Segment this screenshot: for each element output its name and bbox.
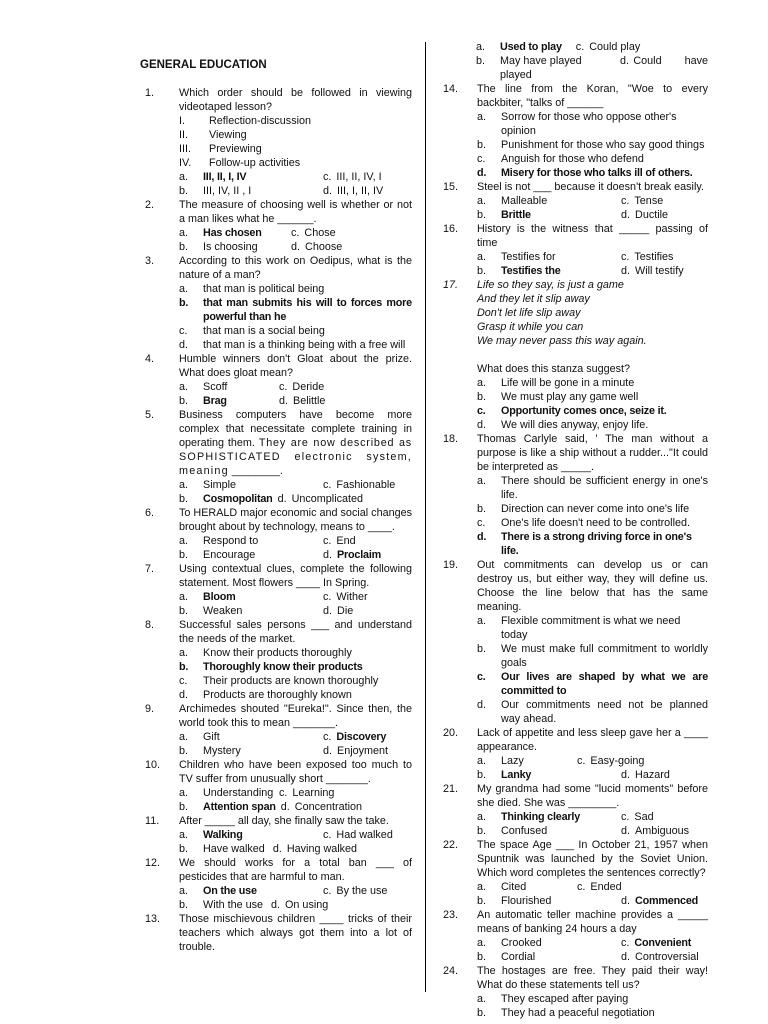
question-10 bbox=[140, 758, 412, 814]
choice-row: b. Have walked d. Having walked bbox=[179, 843, 358, 855]
question-number: 21. bbox=[443, 783, 459, 795]
column-divider bbox=[425, 42, 426, 992]
choice-a: Gift bbox=[203, 731, 220, 743]
choice-b: Encourage bbox=[203, 549, 256, 561]
choice-row: b. May have played d. Could have bbox=[476, 55, 708, 67]
question-number: 2. bbox=[145, 199, 155, 211]
question-stem: Archimedes shouted "Eureka!". Since then, the world took this to mean _______. bbox=[179, 703, 412, 729]
page-title: GENERAL EDUCATION bbox=[140, 59, 267, 71]
choice-a: Respond to bbox=[203, 535, 259, 547]
poem-line: Don't let life slip away bbox=[477, 307, 581, 319]
roman-item: III. Previewing bbox=[179, 143, 262, 155]
choice-row: a. Used to play c. Could play bbox=[476, 41, 641, 53]
choice-a: III, II, I, IV bbox=[203, 171, 247, 183]
question-5 bbox=[140, 408, 412, 506]
question-number: 8. bbox=[145, 619, 155, 631]
question-number: 1. bbox=[145, 87, 155, 99]
choice-row: a. Cited c. Ended bbox=[477, 881, 622, 893]
question-number: 7. bbox=[145, 563, 155, 575]
choice-d: Could have bbox=[633, 55, 708, 67]
question-stem: Those mischievous children ____ tricks of their teachers which always got them into a lot of trouble. bbox=[179, 913, 412, 953]
choice-a: a. that man is political being bbox=[179, 283, 325, 295]
question-7 bbox=[140, 562, 412, 618]
choice-row: b. Flourished d. Commenced bbox=[477, 895, 699, 907]
question-stem: Steel is not ___ because it doesn't break easily. bbox=[477, 181, 704, 193]
question-number: 6. bbox=[145, 507, 155, 519]
choice-a: Understanding bbox=[203, 787, 274, 799]
question-number: 5. bbox=[145, 409, 155, 421]
choice-row: a. Has chosen c. Chose bbox=[179, 227, 336, 239]
choice-c: Fashionable bbox=[336, 479, 396, 491]
choice-c: Learning bbox=[292, 787, 335, 799]
question-stem: Business computers have become more complex that necessitate complete training in operating them. They are now described as SOPHISTICATED electronic system, meaning ________. bbox=[179, 409, 412, 477]
question-number: 13. bbox=[145, 913, 161, 925]
choice-row: a. Simple c. Fashionable bbox=[179, 479, 396, 491]
question-number: 10. bbox=[145, 759, 161, 771]
choice-b: b. They had a peaceful negotiation bbox=[477, 1007, 655, 1019]
question-20 bbox=[438, 726, 708, 782]
choice-row: b. Weaken d. Die bbox=[179, 605, 354, 617]
choice-a: Lazy bbox=[501, 755, 524, 767]
choice-row: b. Attention span d. Concentration bbox=[179, 801, 363, 813]
choice-row: a. Scoff c. Deride bbox=[179, 381, 325, 393]
question-stem: Humble winners don't Gloat about the prize. What does gloat mean? bbox=[179, 353, 412, 379]
choice-c: Chose bbox=[304, 227, 336, 239]
choice-b: Confused bbox=[501, 825, 548, 837]
choice-c: Tense bbox=[634, 195, 664, 207]
choice-c: End bbox=[336, 535, 356, 547]
choice-row: a. III, II, I, IV c. III, II, IV, I bbox=[179, 171, 382, 183]
choice-a: a. They escaped after paying bbox=[477, 993, 629, 1005]
question-6 bbox=[140, 506, 412, 562]
choice-a: Malleable bbox=[501, 195, 548, 207]
choice-row: a. Lazy c. Easy-going bbox=[477, 755, 645, 767]
choice-b: Weaken bbox=[203, 605, 243, 617]
choice-row: a. Understanding c. Learning bbox=[179, 787, 335, 799]
choice-d: d. Misery for those who talks ill of others. bbox=[477, 167, 693, 179]
choice-row: a. On the use c. By the use bbox=[179, 885, 388, 897]
question-3 bbox=[140, 254, 412, 352]
question-number: 11. bbox=[145, 815, 160, 827]
question-stem: Thomas Carlyle said, ' The man without a purpose is like a ship without a rudder..."It could be interpreted as _____. bbox=[477, 433, 708, 473]
choice-c: Deride bbox=[292, 381, 325, 393]
choice-b: b. Direction can never come into one's life bbox=[477, 503, 690, 515]
question-number: 15. bbox=[443, 181, 459, 193]
question-15 bbox=[438, 180, 708, 222]
choice-a: Walking bbox=[203, 829, 243, 841]
question-1 bbox=[140, 86, 412, 198]
question-stem: What does this stanza suggest? bbox=[477, 363, 631, 375]
choice-b: III, IV, II , I bbox=[203, 185, 252, 197]
choice-a: a. Life will be gone in a minute bbox=[477, 377, 635, 389]
choice-row: a. Thinking clearly c. Sad bbox=[477, 811, 654, 823]
choice-a: Thinking clearly bbox=[501, 811, 580, 823]
choice-d: Ductile bbox=[635, 209, 669, 221]
choice-c: Discovery bbox=[336, 731, 387, 743]
choice-c: c. One's life doesn't need to be controlled. bbox=[477, 517, 690, 529]
question-stem: Lack of appetite and less sleep gave her a ____ appearance. bbox=[477, 727, 708, 753]
question-stem: The hostages are free. They paid their way! What do these statements tell us? bbox=[477, 965, 708, 991]
choice-c: Could play bbox=[589, 41, 641, 53]
question-stem: We should works for a total ban ___ of pesticides that are harmful to man. bbox=[179, 857, 412, 883]
choice-c: c. Our lives are shaped by what we are committed to bbox=[477, 671, 708, 697]
choice-row: a. Gift c. Discovery bbox=[179, 731, 387, 743]
question-number: 22. bbox=[443, 839, 459, 851]
choice-b: b. Punishment for those who say good things bbox=[477, 139, 705, 151]
choice-d: Having walked bbox=[286, 843, 358, 855]
choice-b: Brittle bbox=[501, 209, 531, 221]
choice-d: Hazard bbox=[635, 769, 670, 781]
choice-row: a. Malleable c. Tense bbox=[477, 195, 664, 207]
choice-d: Proclaim bbox=[337, 549, 382, 561]
choice-row: b. Brag d. Belittle bbox=[179, 395, 326, 407]
question-number: 23. bbox=[443, 909, 459, 921]
choice-c: Testifies bbox=[634, 251, 674, 263]
choice-row: a. Bloom c. Wither bbox=[179, 591, 368, 603]
choice-b: b. Thoroughly know their products bbox=[179, 661, 363, 673]
question-4 bbox=[140, 352, 412, 408]
question-8 bbox=[140, 618, 412, 702]
question-stem: History is the witness that _____ passing of time bbox=[477, 223, 708, 249]
choice-c: Had walked bbox=[336, 829, 393, 841]
question-number: 4. bbox=[145, 353, 155, 365]
choice-b: Is choosing bbox=[203, 241, 258, 253]
roman-item: I. Reflection-discussion bbox=[179, 115, 312, 127]
question-13 bbox=[140, 912, 412, 954]
choice-a: a. Flexible commitment is what we need today bbox=[477, 615, 681, 641]
choice-b: b. We must play any game well bbox=[477, 391, 639, 403]
question-19 bbox=[438, 558, 708, 726]
choice-b: Testifies the bbox=[501, 265, 561, 277]
question-9 bbox=[140, 702, 412, 758]
choice-row: b. Testifies the d. Will testify bbox=[477, 265, 684, 277]
choice-d: d. We will dies anyway, enjoy life. bbox=[477, 419, 649, 431]
choice-c: Sad bbox=[634, 811, 654, 823]
question-16 bbox=[438, 222, 708, 278]
question-number: 3. bbox=[145, 255, 155, 267]
question-stem: According to this work on Oedipus, what is the nature of a man? bbox=[179, 255, 412, 281]
choice-b: May have played bbox=[500, 55, 582, 67]
choice-c: By the use bbox=[336, 885, 388, 897]
question-22 bbox=[438, 838, 708, 908]
choice-a: Bloom bbox=[203, 591, 236, 603]
question-number: 19. bbox=[443, 559, 459, 571]
choice-d: Belittle bbox=[293, 395, 326, 407]
choice-row: b. Confused d. Ambiguous bbox=[477, 825, 690, 837]
choice-d: Concentration bbox=[294, 801, 363, 813]
question-stem: My grandma had some "lucid moments" before she died. She was ________. bbox=[477, 783, 708, 809]
roman-item: II. Viewing bbox=[179, 129, 247, 141]
choice-c: Wither bbox=[336, 591, 368, 603]
left-column bbox=[140, 40, 412, 954]
choice-d: Controversial bbox=[635, 951, 699, 963]
question-number: 17. bbox=[443, 279, 459, 291]
question-stem: The line from the Koran, "Woe to every backbiter, "talks of ______ bbox=[477, 83, 708, 109]
choice-b: Flourished bbox=[501, 895, 552, 907]
roman-item: IV. Follow-up activities bbox=[179, 157, 301, 169]
choice-d: Ambiguous bbox=[635, 825, 690, 837]
question-number: 14. bbox=[443, 83, 459, 95]
question-number: 12. bbox=[145, 857, 161, 869]
choice-b: Attention span bbox=[203, 801, 276, 813]
question-21 bbox=[438, 782, 708, 838]
choice-row: b. Cordial d. Controversial bbox=[477, 951, 699, 963]
choice-c: c. that man is a social being bbox=[179, 325, 325, 337]
choice-a: Testifies for bbox=[501, 251, 556, 263]
question-stem: Successful sales persons ___ and understand the needs of the market. bbox=[179, 619, 412, 645]
choice-a: a. There should be sufficient energy in one's life. bbox=[477, 475, 708, 501]
choice-row: b. Brittle d. Ductile bbox=[477, 209, 669, 221]
choice-row: a. Testifies for c. Testifies bbox=[477, 251, 674, 263]
question-stem: Which order should be followed in viewing videotaped lesson? bbox=[179, 87, 412, 113]
question-stem: The space Age ___ In October 21, 1957 when Spuntnik was launched by the Soviet Union. Which word completes the sentences correctly? bbox=[477, 839, 708, 879]
choice-b: b. that man submits his will to forces more powerful than he bbox=[179, 297, 412, 323]
choice-a: Cited bbox=[501, 881, 527, 893]
question-number: 9. bbox=[145, 703, 155, 715]
choice-a: Used to play bbox=[500, 41, 562, 53]
choice-row: a. Walking c. Had walked bbox=[179, 829, 393, 841]
question-stem: Children who have been exposed too much to TV suffer from unusually short _______. bbox=[179, 759, 412, 785]
choice-d: Uncomplicated bbox=[291, 493, 364, 505]
question-stem: An automatic teller machine provides a _____ means of banking 24 hours a day bbox=[477, 909, 708, 935]
choice-d: On using bbox=[285, 899, 329, 911]
choice-b: Brag bbox=[203, 395, 227, 407]
choice-row: b. III, IV, II , I d. III, I, II, IV bbox=[179, 185, 384, 197]
question-11 bbox=[140, 814, 412, 856]
choice-c: III, II, IV, I bbox=[336, 171, 382, 183]
question-number: 16. bbox=[443, 223, 459, 235]
choice-a: Scoff bbox=[203, 381, 228, 393]
choice-c: c. Anguish for those who defend bbox=[477, 153, 644, 165]
question-stem: Using contextual clues, complete the following statement. Most flowers ____ In Spring. bbox=[179, 563, 412, 589]
choice-row: b. Lanky d. Hazard bbox=[477, 769, 670, 781]
choice-b: Lanky bbox=[501, 769, 532, 781]
question-13-choices bbox=[438, 40, 708, 82]
choice-b: Cosmopolitan bbox=[203, 493, 273, 505]
choice-row: b. With the use d. On using bbox=[179, 899, 329, 911]
poem-line: And they let it slip away bbox=[477, 293, 590, 305]
choice-row: a. Respond to c. End bbox=[179, 535, 356, 547]
choice-d: Choose bbox=[305, 241, 343, 253]
choice-c: Convenient bbox=[634, 937, 692, 949]
choice-d: Enjoyment bbox=[337, 745, 389, 757]
choice-d: d. Our commitments need not be planned way ahead. bbox=[477, 699, 708, 725]
choice-a: a. Know their products thoroughly bbox=[179, 647, 352, 659]
choice-d: d. There is a strong driving force in one's life. bbox=[477, 531, 692, 557]
right-column bbox=[438, 40, 708, 1020]
choice-c: Ended bbox=[590, 881, 622, 893]
choice-row: b. Is choosing d. Choose bbox=[179, 241, 343, 253]
choice-d: Commenced bbox=[635, 895, 699, 907]
choice-b: Cordial bbox=[501, 951, 536, 963]
choice-b-continued: played bbox=[500, 69, 532, 81]
choice-d: d. that man is a thinking being with a free will bbox=[179, 339, 406, 351]
poem-line: We may never pass this way again. bbox=[477, 335, 647, 347]
question-24 bbox=[438, 964, 708, 1020]
poem-line: Grasp it while you can bbox=[477, 321, 584, 333]
question-23 bbox=[438, 908, 708, 964]
poem-line: Life so they say, is just a game bbox=[477, 279, 624, 291]
choice-b: Mystery bbox=[203, 745, 241, 757]
choice-row: a. Crooked c. Convenient bbox=[477, 937, 692, 949]
choice-b: Have walked bbox=[203, 843, 265, 855]
choice-row: b. Cosmopolitan d. Uncomplicated bbox=[179, 493, 364, 505]
choice-d: d. Products are thoroughly known bbox=[179, 689, 352, 701]
choice-c: c. Their products are known thoroughly bbox=[179, 675, 379, 687]
question-stem: To HERALD major economic and social changes brought about by technology, means to ____. bbox=[179, 507, 412, 533]
question-stem: Out commitments can develop us or can destroy us, but either way, they will define us. Choose the line below that has the same meaning. bbox=[477, 559, 708, 613]
choice-row: b. Mystery d. Enjoyment bbox=[179, 745, 389, 757]
choice-c: Easy-going bbox=[590, 755, 645, 767]
question-14 bbox=[438, 82, 708, 180]
question-2 bbox=[140, 198, 412, 254]
question-stem: After _____ all day, she finally saw the take. bbox=[179, 815, 389, 827]
choice-a: Has chosen bbox=[203, 227, 262, 239]
question-17 bbox=[438, 278, 708, 432]
choice-d: III, I, II, IV bbox=[337, 185, 384, 197]
choice-c: c. Opportunity comes once, seize it. bbox=[477, 405, 667, 417]
question-stem: The measure of choosing well is whether or not a man likes what he ______. bbox=[179, 199, 412, 225]
choice-a: Simple bbox=[203, 479, 237, 491]
choice-a: a. Sorrow for those who oppose other's opinion bbox=[477, 111, 677, 137]
question-number: 20. bbox=[443, 727, 459, 739]
question-number: 18. bbox=[443, 433, 459, 445]
choice-b: b. We must make full commitment to worldly goals bbox=[477, 643, 708, 669]
choice-a: Crooked bbox=[501, 937, 542, 949]
question-12 bbox=[140, 856, 412, 912]
choice-b: With the use bbox=[203, 899, 264, 911]
choice-row: b. Encourage d. Proclaim bbox=[179, 549, 382, 561]
question-18 bbox=[438, 432, 708, 558]
question-number: 24. bbox=[443, 965, 459, 977]
choice-d: Will testify bbox=[635, 265, 684, 277]
choice-a: On the use bbox=[203, 885, 257, 897]
choice-d: Die bbox=[337, 605, 354, 617]
